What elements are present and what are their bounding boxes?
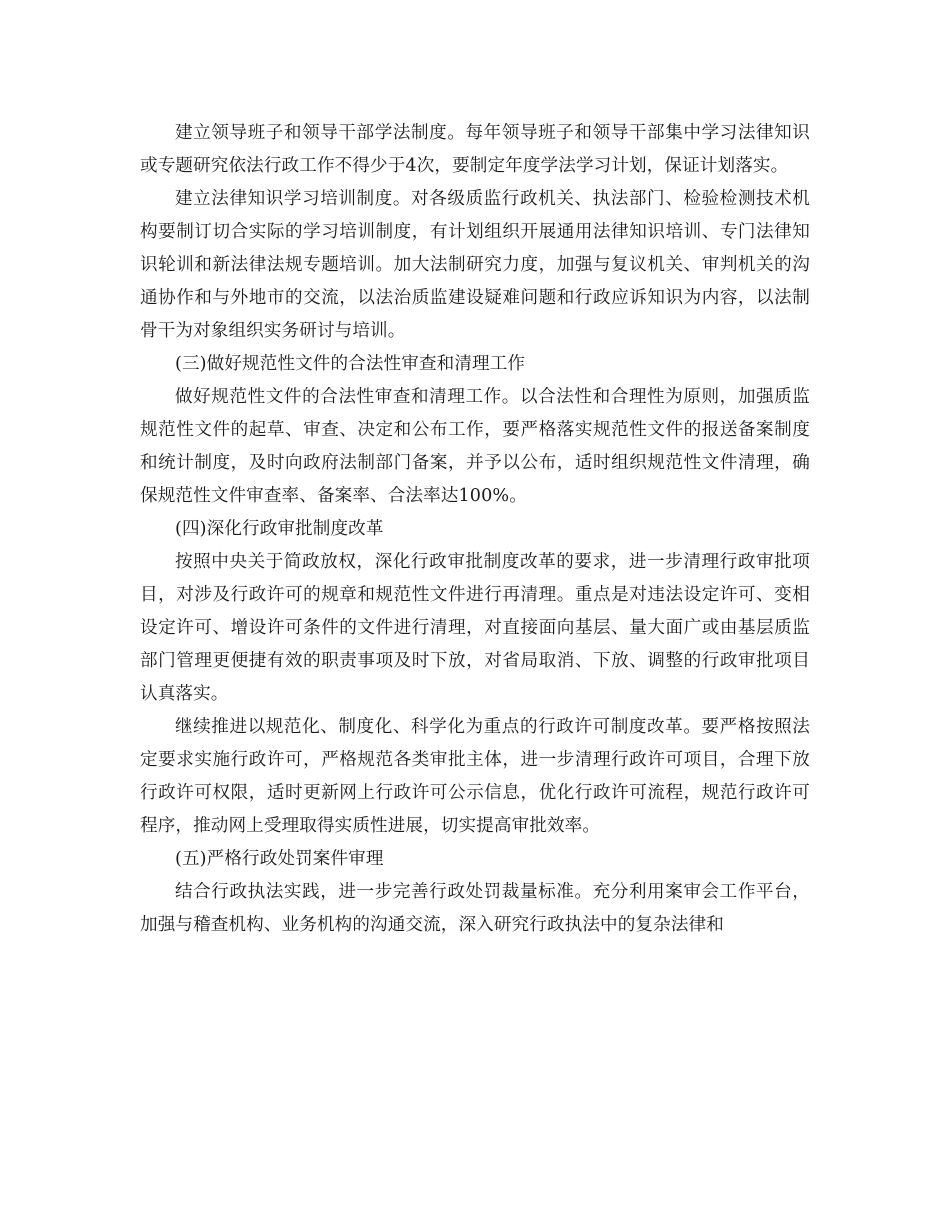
paragraph-normative-documents: 做好规范性文件的合法性审查和清理工作。以合法性和合理性为原则，加强质监规范性文件的起草、审查、决定和公布工作，要严格落实规范性文件的报送备案制度和统计制度，及时向政府法制部门备案，并予以公布，适时组织规范性文件清理，确保规范性文件审查率、备案率、合法率达100%。 xyxy=(140,387,810,506)
section-heading-5: (五)严格行政处罚案件审理 xyxy=(175,849,384,869)
document-body xyxy=(140,117,810,942)
paragraph-licensing-reform: 继续推进以规范化、制度化、科学化为重点的行政许可制度改革。要严格按照法定要求实施行政许可，严格规范各类审批主体，进一步清理行政许可项目，合理下放行政许可权限，适时更新网上行政许可公示信息，优化行政许可流程，规范行政许可程序，推动网上受理取得实质性进展，切实提高审批效率。 xyxy=(140,717,810,836)
section-heading-4: (四)深化行政审批制度改革 xyxy=(175,519,384,539)
paragraph-approval-reform: 按照中央关于简政放权，深化行政审批制度改革的要求，进一步清理行政审批项目，对涉及行政许可的规章和规范性文件进行再清理。重点是对违法设定许可、变相设定许可、增设许可条件的文件进行清理，对直接面向基层、量大面广或由基层质监部门管理更便捷有效的职责事项及时下放，对省局取消、下放、调整的行政审批项目认真落实。 xyxy=(140,552,810,704)
paragraph-legal-training: 建立法律知识学习培训制度。对各级质监行政机关、执法部门、检验检测技术机构要制订切合实际的学习培训制度，有计划组织开展通用法律知识培训、专门法律知识轮训和新法律法规专题培训。加大法制研究力度，加强与复议机关、审判机关的沟通协作和与外地市的交流，以法治质监建设疑难问题和行政应诉知识为内容，以法制骨干为对象组织实务研讨与培训。 xyxy=(140,189,810,341)
paragraph-penalty-review: 结合行政执法实践，进一步完善行政处罚裁量标准。充分利用案审会工作平台，加强与稽查机构、业务机构的沟通交流，深入研究行政执法中的复杂法律和 xyxy=(140,882,810,935)
paragraph-leadership-law-study: 建立领导班子和领导干部学法制度。每年领导班子和领导干部集中学习法律知识或专题研究依法行政工作不得少于4次，要制定年度学法学习计划，保证计划落实。 xyxy=(140,123,810,176)
section-heading-3: (三)做好规范性文件的合法性审查和清理工作 xyxy=(175,354,526,374)
